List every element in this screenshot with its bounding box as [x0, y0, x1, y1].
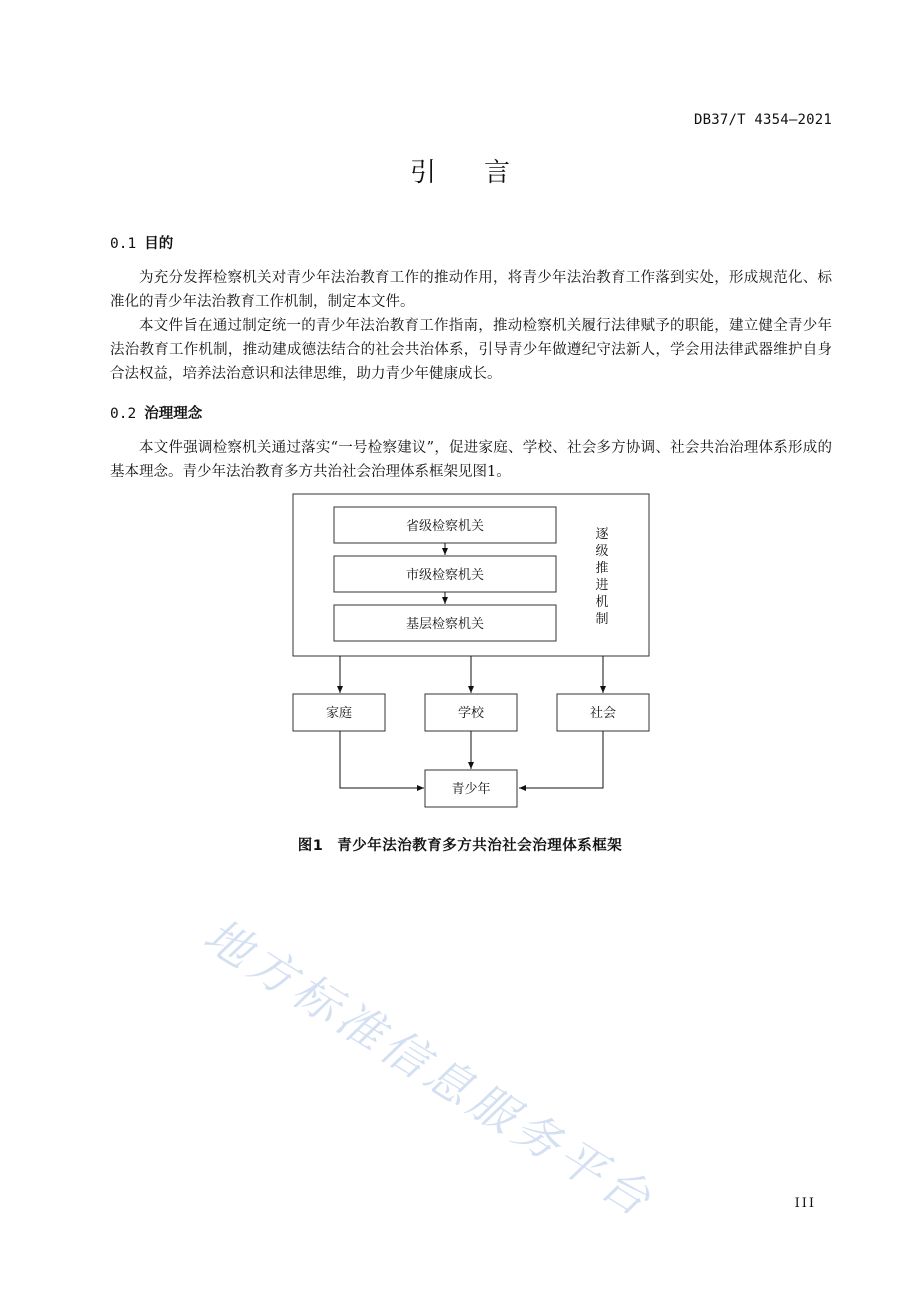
watermark-text: 地方标准信息服务平台 [194, 907, 665, 1229]
section-number: 0.1 [110, 236, 137, 252]
side-label-char: 推 [595, 561, 609, 576]
side-label-char: 机 [595, 595, 609, 610]
grassroots-procuratorate-box [334, 605, 556, 641]
school-label: 学校 [457, 706, 485, 721]
figure-caption [0, 834, 920, 855]
paragraph: 本文件旨在通过制定统一的青少年法治教育工作指南，推动检察机关履行法律赋予的职能，建立健全青少年法治教育工作机制，推动建成德法结合的社会共治体系，引导青少年做遵纪守法新人，学会用法律武器维护自身合法权益，培养法治意识和法律思维，助力青少年健康成长。 [110, 318, 832, 382]
municipal-procuratorate-box [334, 556, 556, 592]
escalation-mechanism-label [595, 527, 609, 627]
paragraph: 本文件强调检察机关通过落实“一号检察建议”，促进家庭、学校、社会多方协调、社会共治治理体系形成的基本理念。青少年法治教育多方共治社会治理体系框架见图1。 [110, 440, 832, 480]
document-code: DB37/T 4354—2021 [693, 112, 832, 128]
provincial-procuratorate-box [334, 507, 556, 543]
youth-label: 青少年 [451, 782, 491, 797]
arrow-society-to-youth [519, 731, 603, 788]
figure-caption-text: 青少年法治教育多方共治社会治理体系框架 [337, 838, 623, 854]
paragraph: 为充分发挥检察机关对青少年法治教育工作的推动作用，将青少年法治教育工作落到实处，形成规范化、标准化的青少年法治教育工作机制，制定本文件。 [110, 270, 832, 310]
side-label-char: 级 [595, 544, 609, 559]
society-box [557, 694, 649, 731]
side-label-char: 制 [595, 612, 609, 627]
side-label-char: 进 [595, 578, 609, 593]
section-title: 治理理念 [144, 406, 203, 422]
arrow-family-to-youth [340, 731, 424, 788]
provincial-procuratorate-label: 省级检察机关 [405, 519, 485, 534]
figure-number: 图1 [297, 838, 324, 854]
society-label: 社会 [589, 706, 617, 721]
youth-box [425, 770, 517, 807]
family-box [293, 694, 385, 731]
grassroots-procuratorate-label: 基层检察机关 [405, 617, 485, 632]
section-number: 0.2 [110, 406, 137, 422]
side-label-char: 逐 [595, 527, 609, 542]
family-label: 家庭 [325, 706, 353, 721]
section-title: 目的 [144, 236, 174, 252]
page-number: III [794, 1196, 816, 1211]
municipal-procuratorate-label: 市级检察机关 [405, 568, 485, 583]
page-title: 引言 [409, 158, 558, 188]
school-box [425, 694, 517, 731]
